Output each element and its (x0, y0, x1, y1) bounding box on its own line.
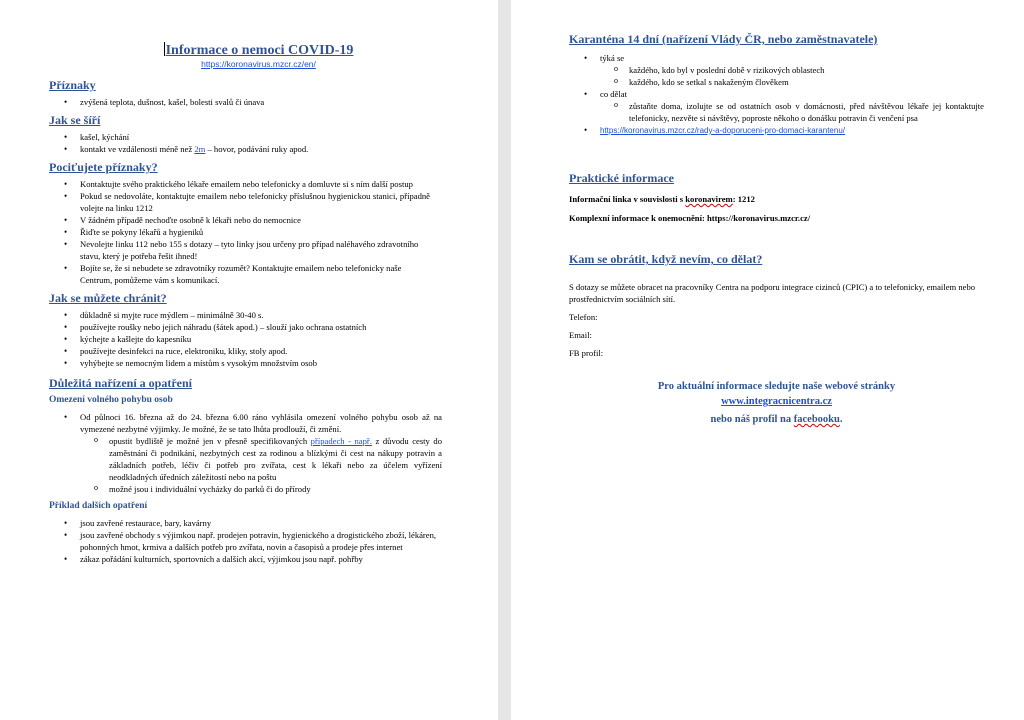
list-item: • Bojíte se, že si nebudete se zdravotníky rozumět? Kontaktujte emailem nebo telefonicky naše Centrum, pomůžeme vám s komunikací. (49, 262, 430, 286)
list-item: • kýchejte a kašlejte do kapesníku (49, 333, 468, 345)
list-item: • jsou zavřené restaurace, bary, kavárny (49, 517, 442, 529)
list-item (569, 124, 984, 137)
list-item: o každého, kdo se setkal s nakaženým člověkem (569, 76, 984, 88)
list-item: • zvýšená teplota, dušnost, kašel, bolesti svalů či únava (49, 96, 468, 108)
list-item: • Od půlnoci 16. března až do 24. března 6.00 ráno vyhlásila omezení volného pohybu osob až na vymezené nezbytné výjimky. Je možné, že se tato lhůta prodlouží, či změní. (49, 411, 442, 435)
footer-text: nebo náš profil na (710, 414, 794, 425)
list-item-text: kontakt ve vzdálenosti méně než (80, 144, 195, 154)
rules-heading: Důležitá nařízení a opatření (49, 376, 192, 390)
info-line-text: Informační linka v souvislosti s (569, 194, 686, 204)
info-line-2: Komplexní informace k onemocnění: https://koronavirus.mzcr.cz/ (569, 213, 811, 223)
list-item: • jsou zavřené obchody s výjimkou např. prodejen potravin, hygienického a drogistického zboží, lékáren, pohonných hmot, krmiva a dalších potřeb pro zvířata, novin a časopisů a prodeje přes internet (49, 529, 442, 553)
covid-en-link[interactable]: https://koronavirus.mzcr.cz/en/ (201, 59, 316, 69)
document-page-1 (0, 0, 498, 720)
list-item: • kašel, kýchání (49, 131, 468, 143)
contact-text: S dotazy se můžete obracet na pracovníky Centra na podporu integrace cizinců (CPIC) a to telefonicky, emailem nebo prostřednictvím sociálních sítí. (569, 282, 976, 304)
list-item: • vyhýbejte se nemocným lidem a místům s vysokým množstvím osob (49, 357, 468, 369)
practical-info-heading: Praktické informace (569, 171, 674, 185)
quarantine-list (569, 52, 984, 137)
footer-website-line (569, 394, 984, 409)
footer-line-1: Pro aktuální informace sledujte naše webové stránky (657, 381, 896, 392)
list-item: • používejte desinfekci na ruce, elektroniku, kliky, stoly apod. (49, 345, 468, 357)
footer-line-3 (569, 412, 984, 427)
footer-text: . (839, 414, 843, 425)
contact-heading: Kam se obrátit, když nevím, co dělat? (569, 252, 763, 266)
feel-list (49, 178, 468, 286)
list-item: o možné jsou i individuální vycházky do parků či do přírody (49, 483, 442, 495)
list-item-text: opustit bydliště je možné jen v přesně specifikovaných (109, 436, 311, 446)
list-item: • Pokud se nedovoláte, kontaktujte emailem nebo telefonicky příslušnou hygienickou stanici, případně volejte na linku 1212 (49, 190, 430, 214)
symptoms-list (49, 96, 468, 108)
movement-list (49, 411, 468, 495)
list-item: • týká se (569, 52, 984, 64)
title-text: Informace o nemoci COVID-19 (165, 43, 354, 58)
info-line-1 (569, 193, 984, 205)
facebook-link[interactable]: facebooku (793, 414, 840, 425)
cases-link: případech - např. (310, 436, 372, 446)
list-item-text: – hovor, podávání ruky apod. (205, 144, 309, 154)
list-item: • používejte roušky nebo jejich náhradu (šátek apod.) – slouží jako ochrana ostatních (49, 321, 468, 333)
list-item: o každého, kdo byl v poslední době v rizikových oblastech (569, 64, 984, 76)
protect-list (49, 309, 468, 369)
list-item-text: z důvodu cesty do zaměstnání či podnikání, nezbytných cest za rodinou a blízkými či cest na nákupy potravin a základních potřeb, léčiv či potřeb pro zvířata, cest k lékaři nebo za účelem vyřízení neodkladných úředních záležitostí nebo na poštu (109, 436, 442, 482)
list-item (49, 435, 442, 483)
email-label: Email: (569, 330, 592, 340)
symptoms-heading: Příznaky (49, 78, 96, 92)
document-title (49, 42, 468, 59)
info-line-text: : 1212 (732, 194, 755, 204)
list-item (49, 143, 468, 155)
feel-symptoms-heading: Pociťujete příznaky? (49, 160, 158, 174)
phone-label: Telefon: (569, 312, 598, 322)
list-item: • Řiďte se pokyny lékařů a hygieniků (49, 226, 430, 238)
quarantine-link[interactable]: https://koronavirus.mzcr.cz/rady-a-doporuceni-pro-domaci-karantenu/ (600, 126, 845, 135)
spread-list (49, 131, 468, 155)
list-item: • zákaz pořádání kulturních, sportovních a dalších akcí, výjimkou jsou např. pohřby (49, 553, 442, 565)
website-link[interactable]: www.integracnicentra.cz (721, 396, 832, 407)
info-line-text: koronavirem (685, 194, 733, 204)
text-cursor (164, 42, 165, 56)
list-item: • důkladně si myjte ruce mýdlem – minimálně 30-40 s. (49, 309, 468, 321)
other-measures-subheading: Příklad dalších opatření (49, 501, 148, 511)
title-link-line (49, 59, 468, 70)
document-page-2 (511, 0, 1024, 720)
list-item: • V žádném případě nechoďte osobně k lékaři nebo do nemocnice (49, 214, 430, 226)
movement-restriction-subheading: Omezení volného pohybu osob (49, 395, 173, 405)
protect-heading: Jak se můžete chránit? (49, 291, 167, 305)
list-item: o zůstaňte doma, izolujte se od ostatních osob v domácnosti, před návštěvou lékaře jej kontaktujte telefonicky, nezvěte si návštěvy, poproste někoho o donášku potravin či venčení psa (569, 100, 984, 124)
fb-profile-label: FB profil: (569, 348, 604, 358)
list-item: • Nevolejte linku 112 nebo 155 s dotazy – tyto linky jsou určeny pro případ naléhavého zdravotního stavu, který je potřeba řešit ihned! (49, 238, 430, 262)
quarantine-heading: Karanténa 14 dní (nařízení Vlády ČR, nebo zaměstnavatele) (569, 32, 878, 46)
list-item: • Kontaktujte svého praktického lékaře emailem nebo telefonicky a domluvte si s ním další postup (49, 178, 430, 190)
other-measures-list (49, 517, 468, 565)
distance-value: 2m (194, 144, 206, 154)
spread-heading: Jak se šíří (49, 113, 101, 127)
list-item: • co dělat (569, 88, 984, 100)
